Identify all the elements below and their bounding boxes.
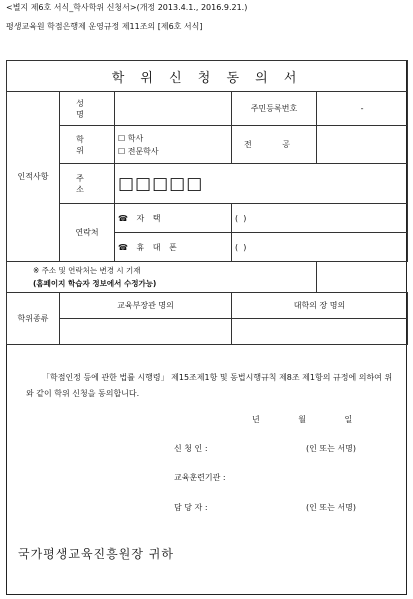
contact-note-line2: (홈페이지 학습자 정보에서 수정가능) bbox=[33, 279, 157, 288]
officer-label: 담 당 자 : bbox=[174, 503, 208, 512]
applicant-label: 신 청 인 : bbox=[174, 444, 208, 453]
officer-seal-note: (인 또는 서명) bbox=[306, 503, 356, 512]
application-form-table bbox=[6, 60, 408, 345]
mobile-phone-field[interactable]: ( ) bbox=[232, 233, 408, 262]
major-label: 전 공 bbox=[232, 126, 317, 164]
rrn-field[interactable]: - bbox=[317, 92, 408, 126]
section-label-degree-type: 학위종류 bbox=[7, 293, 60, 345]
form-title: 학 위 신 청 동 의 서 bbox=[7, 61, 408, 92]
home-phone-field[interactable]: ( ) bbox=[232, 204, 408, 233]
university-select-field[interactable] bbox=[232, 319, 408, 345]
address-field[interactable] bbox=[115, 164, 408, 204]
major-field[interactable] bbox=[317, 126, 408, 164]
postal-code-boxes[interactable]: □□□□□ bbox=[118, 173, 204, 194]
rrn-label: 주민등록번호 bbox=[232, 92, 317, 126]
degree-option-associate[interactable]: ☐ 전문학사 bbox=[118, 146, 159, 156]
home-phone-label: ☎ 자 택 bbox=[115, 204, 232, 233]
consent-paragraph: 「학점인정 등에 관한 법률 시행령」 제15조제1항 및 동법시행규칙 제8조 제1항의 규정에 의하여 위와 같이 학위 신청을 동의합니다. bbox=[26, 373, 393, 398]
address-label: 주 소 bbox=[60, 164, 115, 204]
institution-label: 교육훈련기관 : bbox=[174, 473, 226, 482]
section-label-personal: 인적사항 bbox=[7, 92, 60, 262]
contact-label: 연락처 bbox=[60, 204, 115, 262]
col-ministry: 교육부장관 명의 bbox=[60, 293, 232, 319]
ministry-select-field[interactable] bbox=[60, 319, 232, 345]
form-header-regulation: 평생교육원 학점은행제 운영규정 제11조의 [제6호 서식] bbox=[6, 22, 203, 31]
col-university: 대학의 장 명의 bbox=[232, 293, 408, 319]
consent-statement bbox=[6, 350, 407, 595]
contact-note bbox=[7, 262, 317, 293]
form-header-reference: <별지 제6호 서식_학사학위 신청서>(개정 2013.4.1., 2016.9.21.) bbox=[6, 3, 248, 12]
degree-label: 학 위 bbox=[60, 126, 115, 164]
applicant-seal-note: (인 또는 서명) bbox=[306, 444, 356, 453]
name-field[interactable] bbox=[115, 92, 232, 126]
mobile-phone-label: ☎ 휴 대 폰 bbox=[115, 233, 232, 262]
contact-note-line1: ※ 주소 및 연락처는 변경 시 기재 bbox=[33, 266, 141, 275]
date-line: 년 월 일 bbox=[252, 415, 371, 424]
addressee: 국가평생교육진흥원장 귀하 bbox=[18, 547, 174, 561]
degree-option-bachelor[interactable]: ☐ 학사 bbox=[118, 133, 144, 143]
name-label: 성 명 bbox=[60, 92, 115, 126]
degree-options bbox=[115, 126, 232, 164]
